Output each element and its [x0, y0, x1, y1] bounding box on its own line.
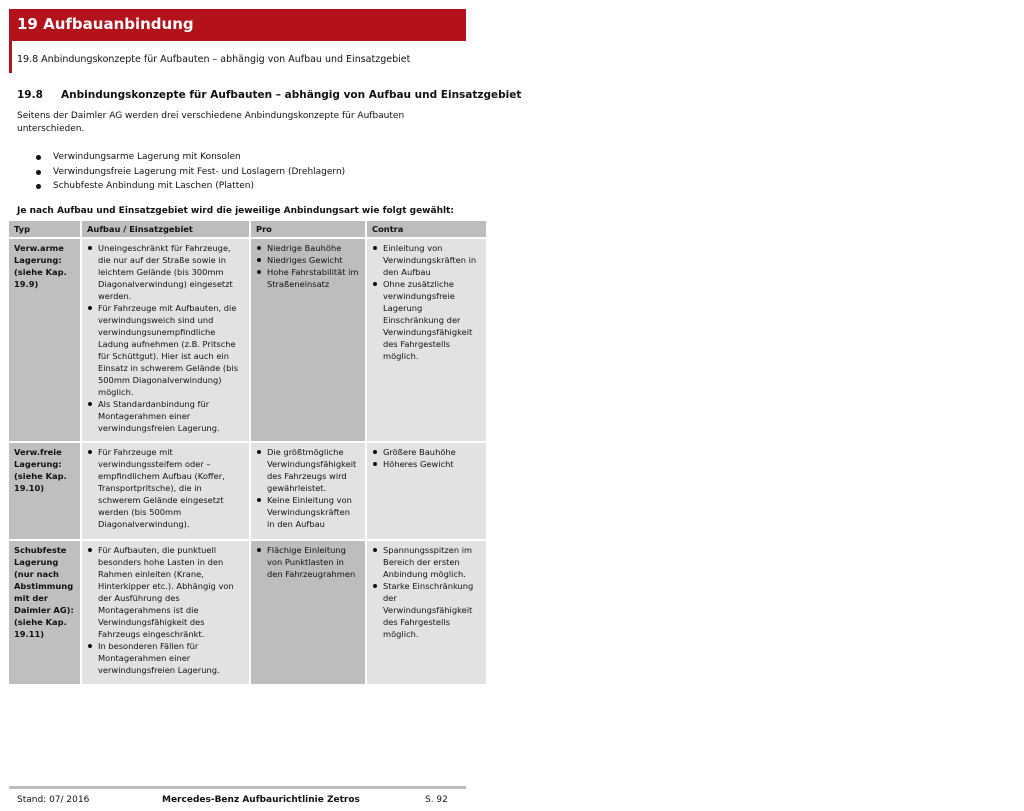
list-item: Höheres Gewicht	[372, 458, 481, 470]
list-item: Niedriges Gewicht	[256, 254, 360, 266]
intro-paragraph: Seitens der Daimler AG werden drei verschiedene Anbindungskonzepte für Aufbauten unterschieden.	[17, 111, 405, 134]
list-item: Verwindungsfreie Lagerung mit Fest- und Loslagern (Drehlagern)	[36, 165, 345, 180]
list-item: Ohne zusätzliche verwindungsfreie Lagerung Einschränkung der Verwindungsfähigkeit des Fahrgestells möglich.	[372, 278, 481, 362]
footer-page-number: S. 92	[425, 795, 448, 805]
list-item: Schubfeste Anbindung mit Laschen (Platten)	[36, 179, 345, 194]
list-item: Als Standardanbindung für Montagerahmen einer verwindungsfreien Lagerung.	[87, 398, 244, 434]
list-item: Starke Einschränkung der Verwindungsfähigkeit des Fahrgestells möglich.	[372, 580, 481, 640]
list-item: Die größtmögliche Verwindungsfähigkeit des Fahrzeugs wird gewährleistet.	[256, 446, 360, 494]
list-item: Niedrige Bauhöhe	[256, 242, 360, 254]
chapter-title: 19 Aufbauanbindung	[17, 15, 194, 33]
list-item: Verwindungsarme Lagerung mit Konsolen	[36, 150, 345, 165]
cell-pro	[250, 540, 366, 684]
header-accent-bar	[9, 41, 12, 73]
list-item: Spannungsspitzen im Bereich der ersten Anbindung möglich.	[372, 544, 481, 580]
cell-contra	[366, 540, 486, 684]
list-item: Einleitung von Verwindungskräften in den Aufbau	[372, 242, 481, 278]
section-heading	[17, 89, 521, 101]
footer-divider	[9, 786, 466, 789]
column-header-pro: Pro	[250, 221, 366, 238]
table-header-row	[9, 221, 486, 238]
cell-contra	[366, 442, 486, 540]
list-item: Für Fahrzeuge mit Aufbauten, die verwindungsweich sind und verwindungsunempfindliche Ladung aufnehmen (z.B. Pritsche für Schüttgut). Hier ist auch ein Einsatz in schwerem Gelände (bis 500mm Diagonalverwindung) möglich.	[87, 302, 244, 398]
cell-pro	[250, 442, 366, 540]
section-title: Anbindungskonzepte für Aufbauten – abhängig von Aufbau und Einsatzgebiet	[61, 89, 522, 101]
column-header-typ: Typ	[9, 221, 81, 238]
chapter-subtitle: 19.8 Anbindungskonzepte für Aufbauten – abhängig von Aufbau und Einsatzgebiet	[17, 54, 411, 65]
column-header-aufbau: Aufbau / Einsatzgebiet	[81, 221, 250, 238]
list-item: Uneingeschränkt für Fahrzeuge, die nur auf der Straße sowie in leichtem Gelände (bis 300mm Diagonalverwindung) eingesetzt werden.	[87, 242, 244, 302]
cell-aufbau	[81, 238, 250, 442]
list-item: Größere Bauhöhe	[372, 446, 481, 458]
footer-document-title: Mercedes-Benz Aufbaurichtlinie Zetros	[162, 795, 360, 805]
cell-contra	[366, 238, 486, 442]
cell-aufbau	[81, 540, 250, 684]
table-row	[9, 442, 486, 540]
list-item: Für Fahrzeuge mit verwindungssteifem oder –empfindlichem Aufbau (Koffer, Transportpritsche), die in schwerem Gelände eingesetzt werden (bis 500mm Diagonalverwindung).	[87, 446, 244, 530]
list-item: In besonderen Fällen für Montagerahmen einer verwindungsfreien Lagerung.	[87, 640, 244, 676]
table-row	[9, 238, 486, 442]
list-item: Flächige Einleitung von Punktlasten in den Fahrzeugrahmen	[256, 544, 360, 580]
section-number: 19.8	[17, 89, 43, 101]
table-row	[9, 540, 486, 684]
footer-stand: Stand: 07/ 2016	[17, 795, 90, 805]
cell-typ: Verw.arme Lagerung: (siehe Kap. 19.9)	[9, 238, 81, 442]
cell-typ: Schubfeste Lagerung (nur nach Abstimmung mit der Daimler AG): (siehe Kap. 19.11)	[9, 540, 81, 684]
cell-pro	[250, 238, 366, 442]
concept-list	[36, 150, 345, 194]
connection-concepts-table	[9, 221, 486, 684]
list-item: Keine Einleitung von Verwindungskräften in den Aufbau	[256, 494, 360, 530]
table-lead-text: Je nach Aufbau und Einsatzgebiet wird die jeweilige Anbindungsart wie folgt gewählt:	[17, 206, 454, 216]
cell-aufbau	[81, 442, 250, 540]
cell-typ: Verw.freie Lagerung: (siehe Kap. 19.10)	[9, 442, 81, 540]
list-item: Hohe Fahrstabilität im Straßeneinsatz	[256, 266, 360, 290]
column-header-contra: Contra	[366, 221, 486, 238]
list-item: Für Aufbauten, die punktuell besonders hohe Lasten in den Rahmen einleiten (Krane, Hinterkipper etc.). Abhängig von der Ausführung des Montagerahmens ist die Verwindungsfähigkeit des Fahrzeugs eingeschränkt.	[87, 544, 244, 640]
